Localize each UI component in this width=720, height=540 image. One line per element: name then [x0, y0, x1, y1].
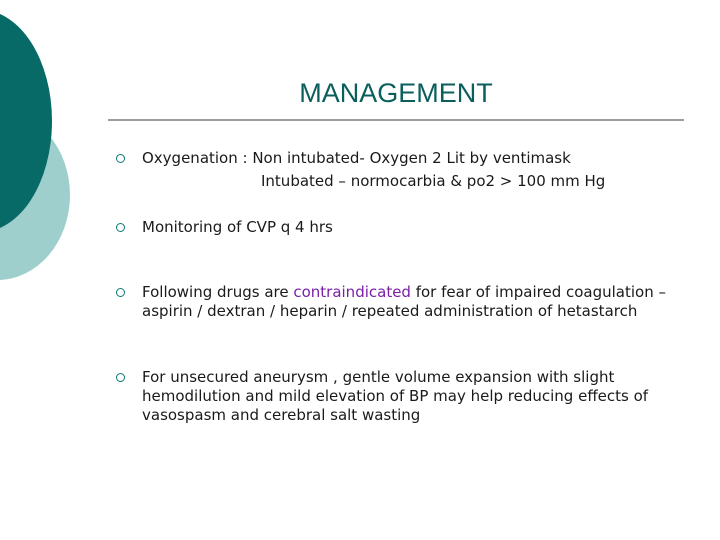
bullet-circle-icon: [116, 223, 125, 232]
bullet-aneurysm: [142, 368, 672, 425]
bullet-text: Monitoring of CVP q 4 hrs: [142, 218, 333, 236]
slide-title: MANAGEMENT: [299, 78, 493, 108]
highlight-word: contraindicated: [293, 283, 411, 301]
bullet-text: Following drugs are contraindicated for fear of impaired coagulation – aspirin / dextran / heparin / repeated administration of hetastarch: [142, 283, 666, 320]
bullet-subline: Intubated – normocarbia & po2 > 100 mm Hg: [261, 172, 606, 190]
bullet-text: For unsecured aneurysm , gentle volume expansion with slight hemodilution and mild elevation of BP may help reducing effects of vasospasm and cerebral salt wasting: [142, 368, 649, 424]
bullet-circle-icon: [116, 154, 125, 163]
bullet-circle-icon: [116, 288, 125, 297]
bullet-monitoring: [142, 218, 672, 237]
bullet-contraindicated: [142, 283, 672, 321]
bullet-oxygenation: [142, 149, 672, 191]
bullet-circle-icon: [116, 373, 125, 382]
bullet-text: Oxygenation : Non intubated- Oxygen 2 Lit by ventimask: [142, 149, 571, 167]
